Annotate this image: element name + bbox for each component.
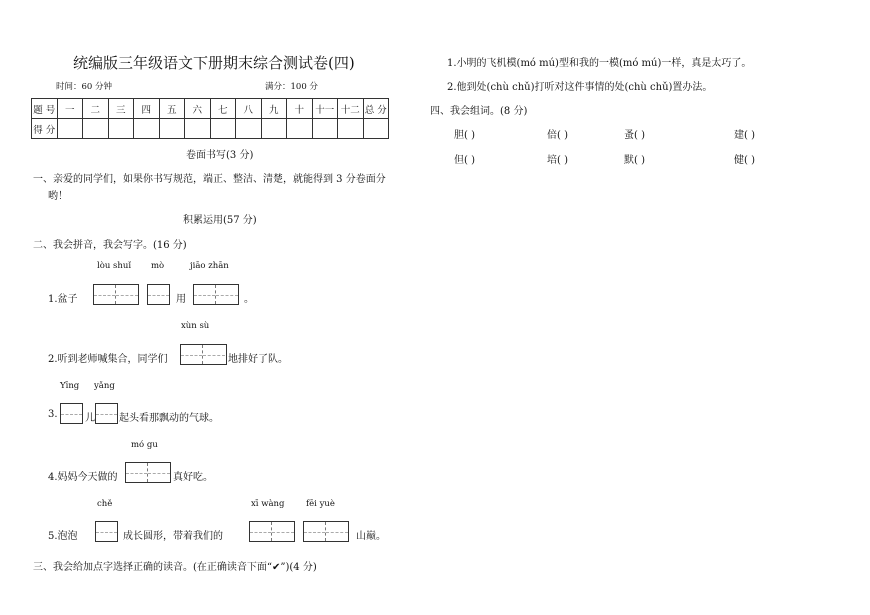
word-blank[interactable]: 胆( )	[454, 130, 475, 141]
accumulation-heading: 积累运用(57 分)	[183, 215, 257, 226]
score-input-cell[interactable]	[210, 119, 236, 139]
writing-box[interactable]	[147, 284, 170, 305]
item-4-text: 4.妈妈今天做的	[48, 472, 118, 483]
question-1-line2: 哟！	[48, 191, 68, 202]
score-input-cell[interactable]	[185, 119, 211, 139]
pinyin: mò	[151, 261, 165, 271]
item-1-text: 1.盆子	[48, 294, 78, 305]
pinyin: jiāo zhān	[190, 261, 229, 271]
writing-box[interactable]	[95, 521, 118, 542]
pinyin: fēi yuè	[306, 499, 335, 509]
word-blank[interactable]: 建( )	[734, 130, 755, 141]
item-2-text-b: 地排好了队。	[228, 354, 288, 365]
pinyin: mó gu	[131, 440, 158, 450]
score-value-row	[32, 119, 389, 139]
score-input-cell[interactable]	[261, 119, 287, 139]
score-input-cell[interactable]	[312, 119, 338, 139]
score-input-cell[interactable]	[134, 119, 160, 139]
score-cell: 七	[210, 99, 236, 119]
word-blank[interactable]: 蚤( )	[624, 130, 645, 141]
question-3-title: 三、我会给加点字选择正确的读音。(在正确读音下面“✔”)(4 分)	[33, 562, 317, 573]
score-header-row	[32, 99, 389, 119]
word-blank[interactable]: 培( )	[547, 155, 568, 166]
page-title: 统编版三年级语文下册期末综合测试卷(四)	[73, 54, 355, 72]
handwriting-heading: 卷面书写(3 分)	[186, 150, 254, 161]
pinyin: Yīng	[60, 381, 80, 391]
score-input-cell[interactable]	[159, 119, 185, 139]
score-table	[31, 98, 389, 139]
item-3-text: 3.	[48, 409, 58, 420]
score-cell: 五	[159, 99, 185, 119]
score-input-cell[interactable]	[108, 119, 134, 139]
word-blank[interactable]: 倍( )	[547, 130, 568, 141]
item-3-text-b: 儿	[85, 413, 95, 424]
writing-box[interactable]	[93, 284, 139, 305]
item-4-text-b: 真好吃。	[173, 472, 213, 483]
word-blank[interactable]: 健( )	[734, 155, 755, 166]
writing-box[interactable]	[193, 284, 239, 305]
pinyin: yǎng	[94, 381, 115, 391]
full-score: 满分：100 分	[265, 82, 318, 92]
word-blank[interactable]: 但( )	[454, 155, 475, 166]
pinyin: xī wàng	[251, 499, 285, 509]
exam-time: 时间：60 分钟	[56, 82, 113, 92]
question-1-line1: 一、亲爱的同学们，如果你书写规范，端正、整洁、清楚，就能得到 3 分卷面分	[33, 174, 386, 185]
score-input-cell[interactable]	[57, 119, 83, 139]
writing-box[interactable]	[249, 521, 295, 542]
item-3-text-c: 起头看那飘动的气球。	[119, 413, 219, 424]
score-input-cell[interactable]	[236, 119, 262, 139]
score-cell: 十二	[338, 99, 364, 119]
right-question-2: 2.他到处(chù chǔ)打听对这件事情的处(chù chǔ)置办法。	[447, 82, 713, 93]
score-cell: 总 分	[363, 99, 389, 119]
word-blank[interactable]: 默( )	[624, 155, 645, 166]
question-4-title: 四、我会组词。(8 分)	[430, 106, 528, 117]
score-cell: 四	[134, 99, 160, 119]
score-cell: 八	[236, 99, 262, 119]
item-5-text: 5.泡泡	[48, 531, 78, 542]
item-1-text-b: 用	[176, 294, 186, 305]
score-input-cell[interactable]	[338, 119, 364, 139]
pinyin: chě	[97, 499, 113, 509]
item-1-text-c: 。	[244, 294, 254, 305]
score-cell: 十一	[312, 99, 338, 119]
pinyin: xùn sù	[181, 321, 210, 331]
writing-box[interactable]	[60, 403, 83, 424]
item-5-text-b: 成长圆形，带着我们的	[123, 531, 223, 542]
writing-box[interactable]	[180, 344, 227, 365]
score-input-cell[interactable]	[287, 119, 313, 139]
score-cell: 二	[83, 99, 109, 119]
score-cell: 十	[287, 99, 313, 119]
score-cell: 六	[185, 99, 211, 119]
score-cell: 三	[108, 99, 134, 119]
writing-box[interactable]	[125, 462, 171, 483]
pinyin: lòu shuǐ	[97, 261, 132, 271]
writing-box[interactable]	[303, 521, 349, 542]
question-2-title: 二、我会拼音，我会写字。(16 分)	[33, 240, 187, 251]
score-input-cell[interactable]	[83, 119, 109, 139]
score-row-label: 得 分	[32, 119, 58, 139]
writing-box[interactable]	[95, 403, 118, 424]
score-cell: 题 号	[32, 99, 58, 119]
score-cell: 一	[57, 99, 83, 119]
right-question-1: 1.小明的飞机模(mó mú)型和我的一模(mó mú)一样，真是太巧了。	[447, 58, 752, 69]
item-5-text-c: 山巅。	[356, 531, 386, 542]
score-cell: 九	[261, 99, 287, 119]
score-input-cell[interactable]	[363, 119, 389, 139]
item-2-text: 2.听到老师喊集合，同学们	[48, 354, 168, 365]
